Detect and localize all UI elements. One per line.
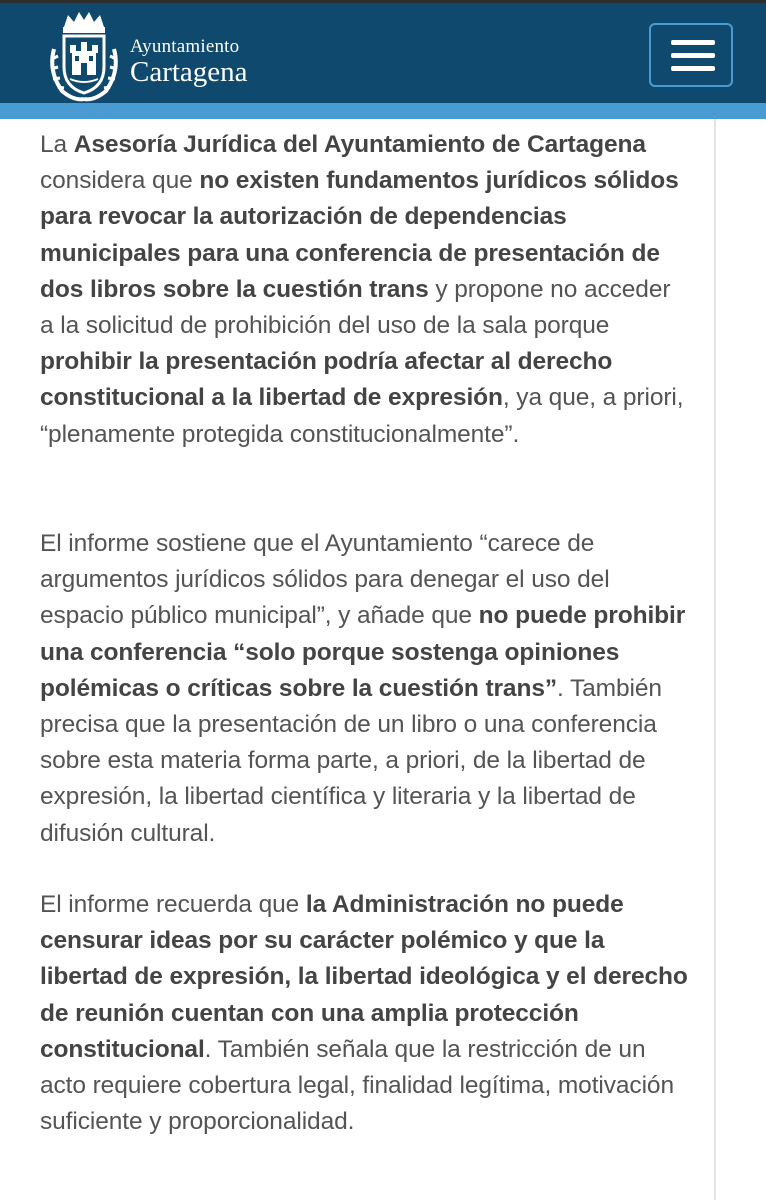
bold-text: Asesoría Jurídica del Ayuntamiento de Cartagena [73,131,646,158]
menu-button[interactable] [649,23,733,87]
site-logo[interactable] [44,9,284,103]
text-span: El informe recuerda que [40,891,306,918]
bold-text: no puede prohibir una conferencia “solo porque sostenga opiniones polémicas o críticas sobre la cuestión trans” [40,602,686,702]
city-crest-icon [44,9,124,103]
article-paragraph-1 [40,127,690,453]
text-span: La [40,131,74,158]
article-paragraph-3 [40,887,690,1140]
text-span: y propone no acceder a la solicitud de prohibición del uso de la sala porque [40,275,671,340]
hamburger-icon-bottom-bar [671,66,715,71]
text-span: El informe sostiene que el Ayuntamiento “carece de argumentos jurídicos sólidos para denegar el uso del espacio público municipal”, y añade que [40,530,610,630]
text-span: . También señala que la restricción de un acto requiere cobertura legal, finalidad legítima, motivación suficiente y proporcionalidad. [40,1035,674,1136]
header-accent-band [0,103,766,119]
bold-text: no existen fundamentos jurídicos sólidos para revocar la autorización de dependencias municipales para una conferencia de presentación de dos libros sobre la cuestión trans [40,167,679,303]
text-span: , ya que, a priori, “plenamente protegida constitucionalmente”. [40,384,684,448]
logo-line-ayuntamiento: Ayuntamiento [130,36,240,57]
text-span: . También precisa que la presentación de un libro o una conferencia sobre esta materia forma parte, a priori, de la libertad de expresión, la libertad científica y literaria y la libertad de difusión cultural. [40,674,662,847]
hamburger-icon-middle-bar [671,53,715,58]
bold-text: la Administración no puede censurar ideas por su carácter polémico y que la libertad de expresión, la libertad ideológica y el derecho de reunión cuentan con una amplia protección constitucional [40,891,688,1063]
article-paragraph-2 [40,526,690,852]
site-header [0,3,766,103]
content-panel-border [714,119,716,1200]
hamburger-icon [671,40,715,45]
bold-text: prohibir la presentación podría afectar al derecho constitucional a la libertad de expresión [40,348,613,412]
text-span: considera que [40,167,200,195]
logo-text [130,37,248,87]
logo-line-cartagena: Cartagena [130,56,248,88]
